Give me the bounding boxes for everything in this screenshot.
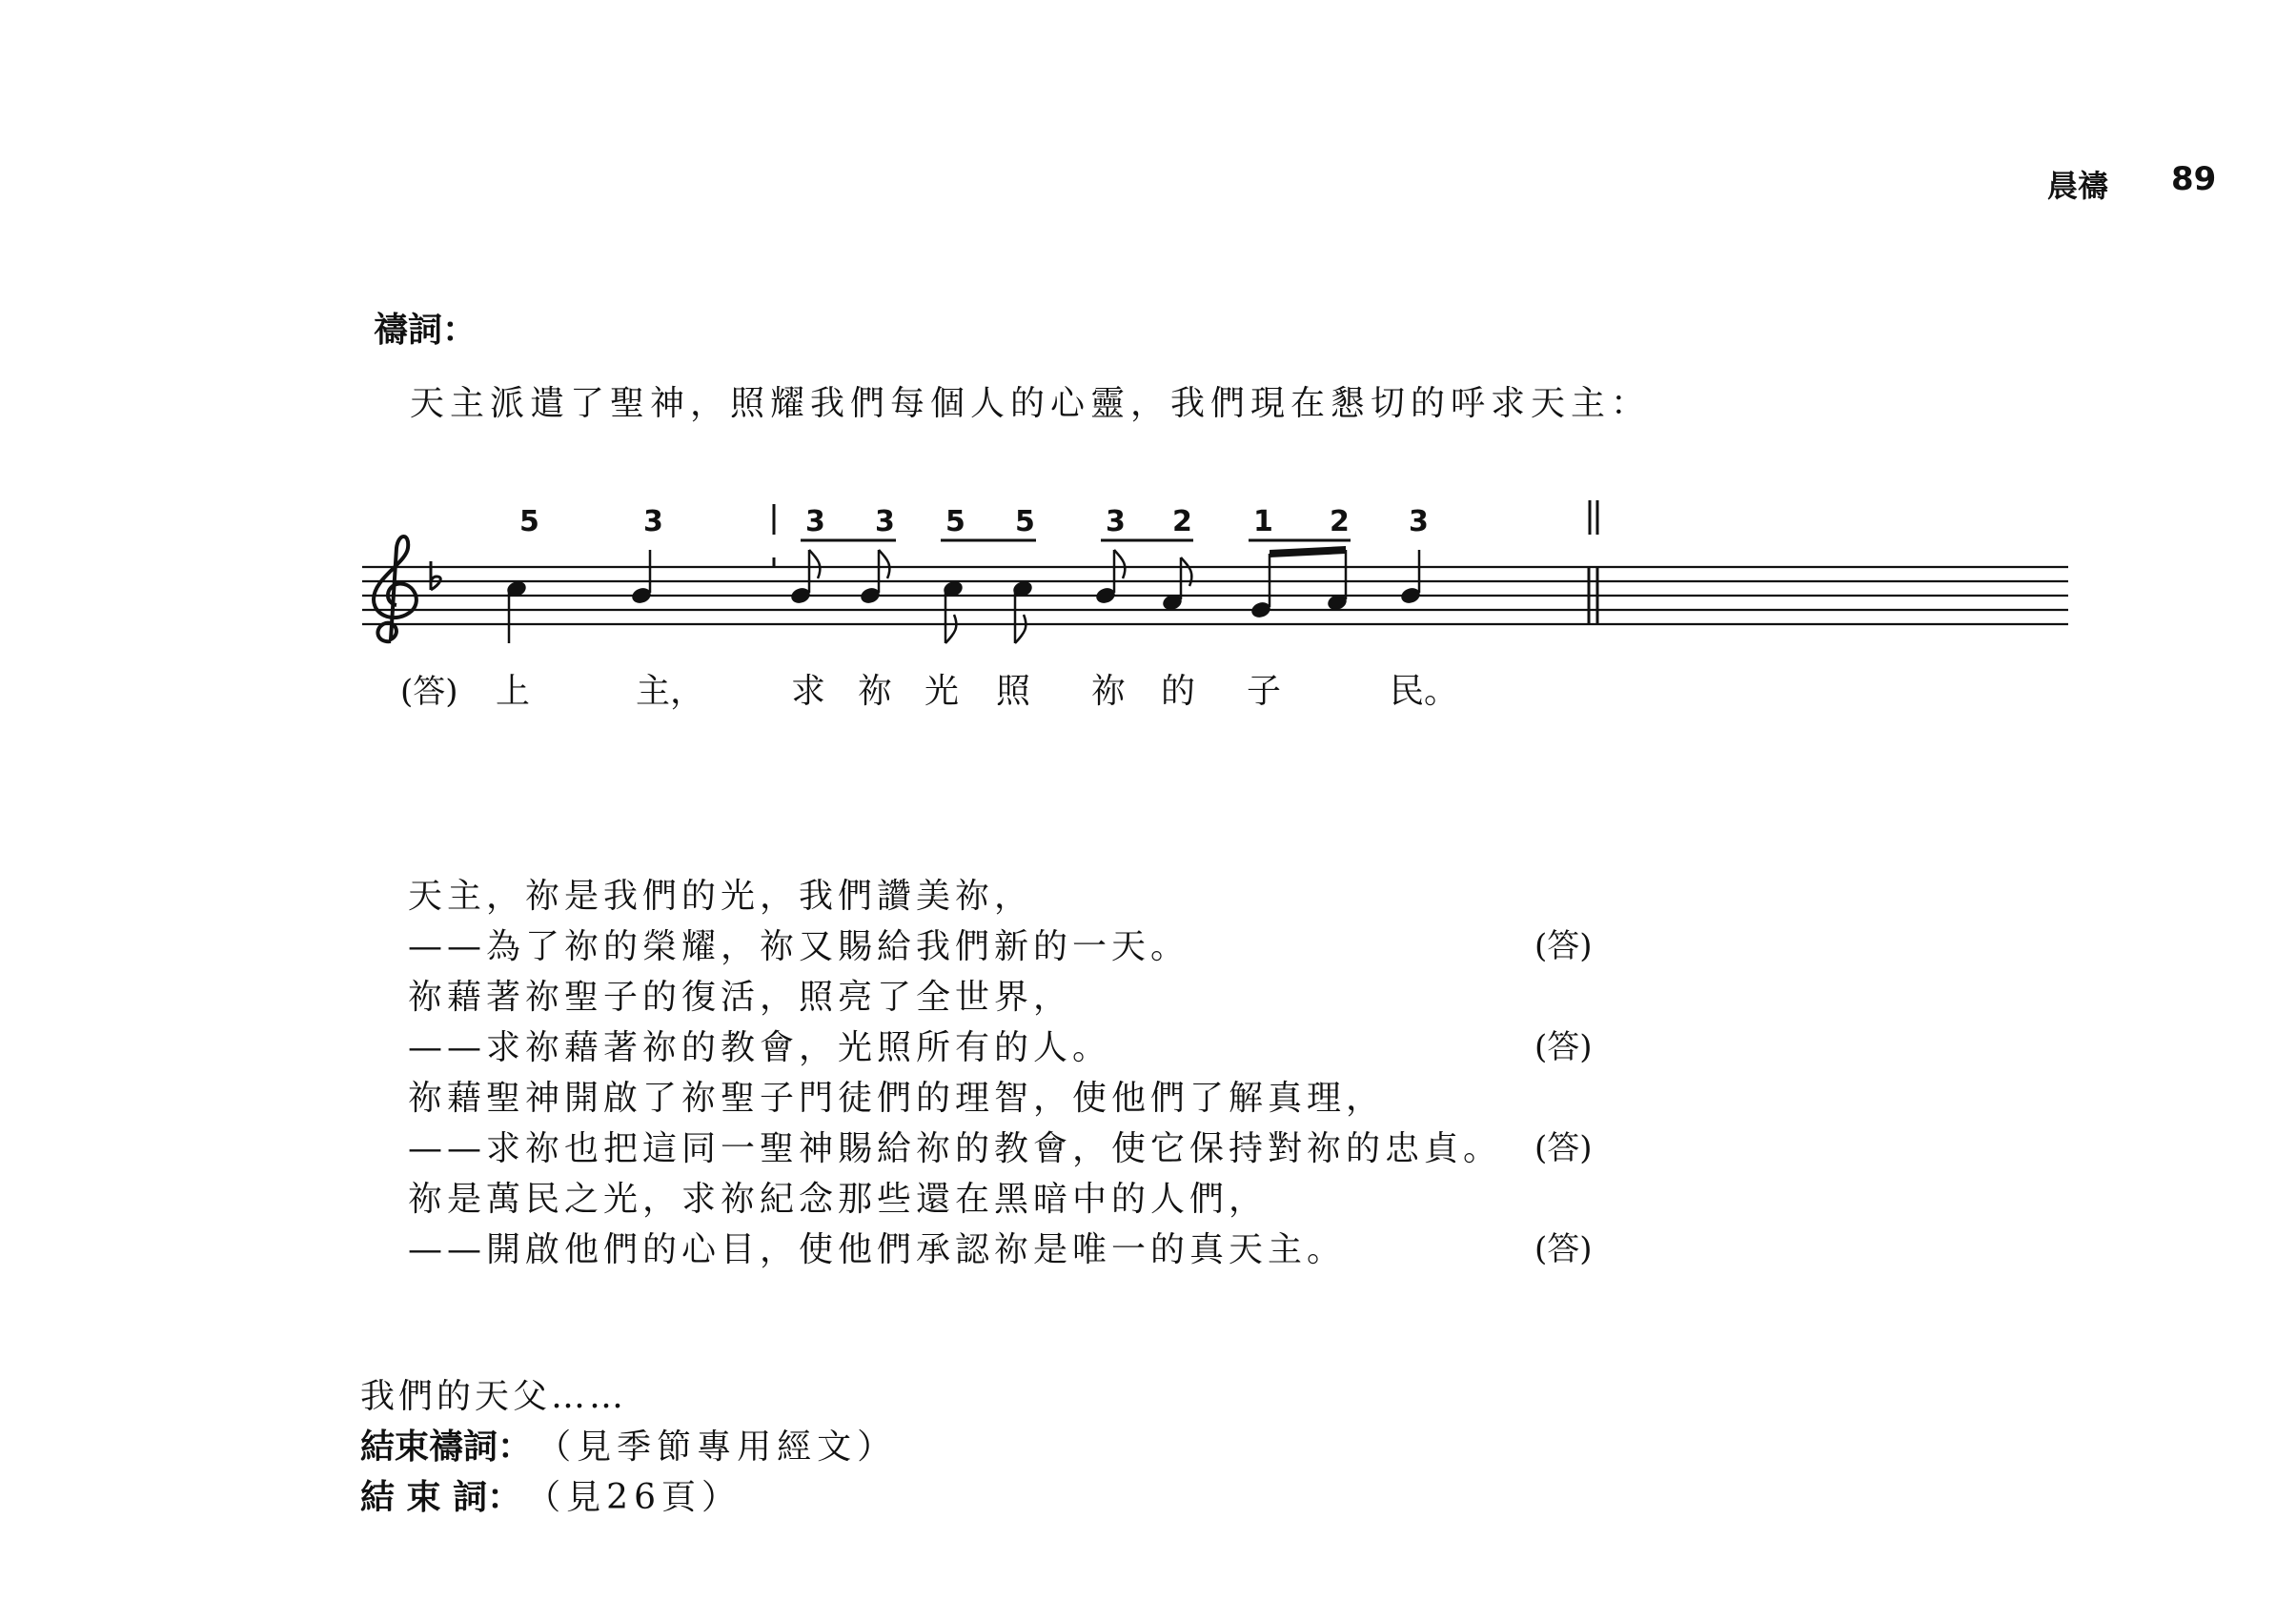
key-signature-flat-icon — [431, 561, 440, 590]
jianpu-number: 3 — [1409, 505, 1429, 538]
petition-response: (答) — [1534, 927, 1593, 965]
treble-clef-icon — [374, 537, 417, 641]
petition-response: (答) — [1534, 1028, 1593, 1066]
petition-response: (答) — [1534, 1129, 1593, 1167]
intercessions-label: 禱詞： — [374, 311, 477, 350]
jianpu-number: 5 — [519, 505, 539, 538]
petition-line: ——開啟他們的心目，使他們承認祢是唯一的真天主。 — [408, 1230, 1347, 1269]
lyric-syllable: 照 — [996, 672, 1031, 711]
note-flag — [809, 550, 820, 578]
note-beam — [1270, 546, 1346, 557]
petition-line: ——求祢也把這同一聖神賜給祢的教會，使它保持對祢的忠貞。 — [408, 1129, 1503, 1168]
closing-words-row — [360, 1470, 742, 1519]
closing-prayer-label: 結束禱詞： — [360, 1428, 533, 1467]
note-flag — [945, 615, 956, 643]
jianpu-number: 3 — [805, 505, 825, 538]
lyric-syllable: 祢 — [1091, 672, 1127, 711]
closing-words-label: 結 束 詞： — [360, 1478, 522, 1517]
our-father-line: 我們的天父…… — [360, 1377, 628, 1416]
note-flag — [1015, 615, 1026, 643]
jianpu-number: 5 — [1015, 505, 1035, 538]
closing-prayer-text: （見季節專用經文） — [537, 1428, 898, 1467]
page-number: 89 — [2171, 160, 2217, 198]
petition-line: 祢是萬民之光，求祢紀念那些還在黑暗中的人們， — [408, 1180, 1269, 1219]
lyric-syllable: 子 — [1247, 672, 1282, 711]
jianpu-number: 5 — [945, 505, 965, 538]
lyric-syllable: 光 — [924, 672, 960, 711]
jianpu-number: 2 — [1330, 505, 1350, 538]
petition-line: 天主，祢是我們的光，我們讚美祢， — [408, 877, 1034, 916]
closing-prayer-row — [360, 1420, 897, 1468]
jianpu-number: 2 — [1172, 505, 1192, 538]
response-label: (答) — [400, 673, 458, 711]
jianpu-number: 3 — [1106, 505, 1126, 538]
petition-line: 祢藉聖神開啟了祢聖子門徒們的理智，使他們了解真理， — [408, 1079, 1386, 1118]
lyric-syllable: 的 — [1161, 672, 1196, 711]
running-header: 晨禱 — [2047, 168, 2109, 204]
lyric-syllable: 上 — [496, 672, 531, 711]
petition-line: 祢藉著祢聖子的復活，照亮了全世界， — [408, 978, 1073, 1017]
response-music-staff — [353, 491, 2078, 719]
lyric-syllable: 民。 — [1390, 672, 1459, 711]
jianpu-number: 3 — [875, 505, 895, 538]
jianpu-number: 1 — [1253, 505, 1273, 538]
lyric-syllable: 主， — [636, 672, 705, 711]
jianpu-number: 3 — [643, 505, 663, 538]
petition-line: ——求祢藉著祢的教會，光照所有的人。 — [408, 1028, 1112, 1067]
lyric-syllable: 求 — [791, 672, 826, 711]
lyric-syllable: 祢 — [858, 672, 893, 711]
note-flag — [1114, 550, 1125, 578]
closing-words-text: （見26頁） — [526, 1478, 742, 1517]
petition-response: (答) — [1534, 1230, 1593, 1268]
note-flag — [879, 550, 889, 578]
intercessions-intro: 天主派遣了聖神，照耀我們每個人的心靈，我們現在懇切的呼求天主： — [410, 384, 1652, 423]
petition-line: ——為了祢的榮耀，祢又賜給我們新的一天。 — [408, 927, 1190, 966]
